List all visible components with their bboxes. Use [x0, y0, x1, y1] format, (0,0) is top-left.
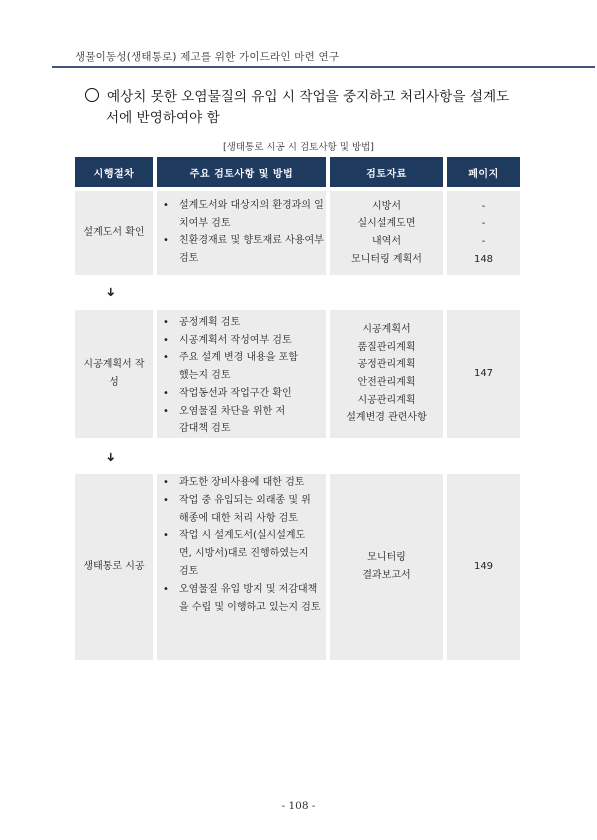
header-rule [52, 66, 595, 68]
page-value: 149 [473, 561, 494, 573]
review-item: • 주요 설계 변경 내용을 포함했는지 검토 [161, 349, 324, 384]
header-cell-items: 주요 검토사항 및 방법 [157, 157, 326, 187]
circle-bullet-icon [85, 88, 99, 102]
page-cell [447, 474, 520, 660]
review-item: • 오염물질 차단을 위한 저감대책 검토 [161, 403, 324, 438]
page-value: - [481, 236, 486, 247]
review-item: • 작업 시 설계도서(실시설계도면, 시방서)대로 진행하였는지 검토 [161, 527, 324, 580]
review-item: • 친환경재료 및 향토재료 사용여부 검토 [161, 232, 324, 267]
material-item: 내역서 [372, 236, 401, 247]
material-item: 모니터링 계획서 [351, 253, 422, 265]
items-cell [157, 310, 326, 438]
material-item: 모니터링 [367, 552, 406, 564]
header-cell-stage: 시행절차 [75, 157, 153, 187]
header-cell-materials: 검토자료 [330, 157, 443, 187]
stage-cell [75, 191, 153, 275]
material-item: 결과보고서 [362, 570, 411, 581]
page-value: - [481, 218, 486, 230]
review-item: • 설계도서와 대상지의 환경과의 일치여부 검토 [161, 197, 324, 232]
intro-paragraph [85, 87, 535, 129]
review-item: • 공정계획 검토 [161, 314, 324, 332]
header-cell-pages: 페이지 [447, 157, 520, 187]
material-item: 안전관리계획 [357, 377, 416, 388]
intro-line-1: 예상치 못한 오염물질의 유입 시 작업을 중지하고 처리사항을 설계도 [107, 89, 510, 105]
material-item: 시공계획서 [362, 323, 411, 335]
review-item: • 오염물질 유입 방지 및 저감대책을 수립 및 이행하고 있는지 검토 [161, 581, 324, 617]
page-number: - 108 - [281, 800, 316, 812]
intro-line-2: 서에 반영하여야 함 [106, 110, 220, 126]
material-item: 시공관리계획 [357, 394, 416, 406]
review-item: • 작업동선과 작업구간 확인 [161, 385, 324, 403]
material-item: 공정관리계획 [357, 359, 416, 371]
material-item: 품질관리계획 [357, 341, 416, 353]
items-cell [157, 191, 326, 275]
stage-label: 시공계획서 작성 [83, 359, 145, 388]
stage-cell [75, 310, 153, 438]
materials-cell [330, 474, 443, 660]
stage-cell [75, 474, 153, 660]
material-item: 실시설계도면 [357, 218, 416, 230]
down-arrow-icon: ➜ [104, 286, 119, 298]
table-caption: [생태통로 시공 시 검토사항 및 방법] [223, 142, 374, 153]
page-cell [447, 191, 520, 275]
review-item: • 시공계획서 작성여부 검토 [161, 332, 324, 350]
materials-cell [330, 310, 443, 438]
page-cell [447, 310, 520, 438]
stage-label: 설계도서 확인 [83, 227, 145, 239]
review-item: • 과도한 장비사용에 대한 검토 [161, 474, 324, 492]
material-item: 설계변경 관련사항 [346, 412, 427, 424]
items-cell [157, 474, 326, 660]
materials-cell [330, 191, 443, 275]
stage-label: 생태통로 시공 [83, 561, 145, 573]
material-item: 시방서 [372, 200, 401, 212]
review-item: • 작업 중 유입되는 외래종 및 위해종에 대한 처리 사항 검토 [161, 492, 324, 528]
down-arrow-icon: ➜ [104, 451, 119, 463]
running-header: 생물이동성(생태통로) 제고를 위한 가이드라인 마련 연구 [75, 51, 340, 63]
page-value: - [481, 200, 486, 212]
page-value: 148 [473, 253, 494, 265]
page-value: 147 [473, 368, 494, 380]
